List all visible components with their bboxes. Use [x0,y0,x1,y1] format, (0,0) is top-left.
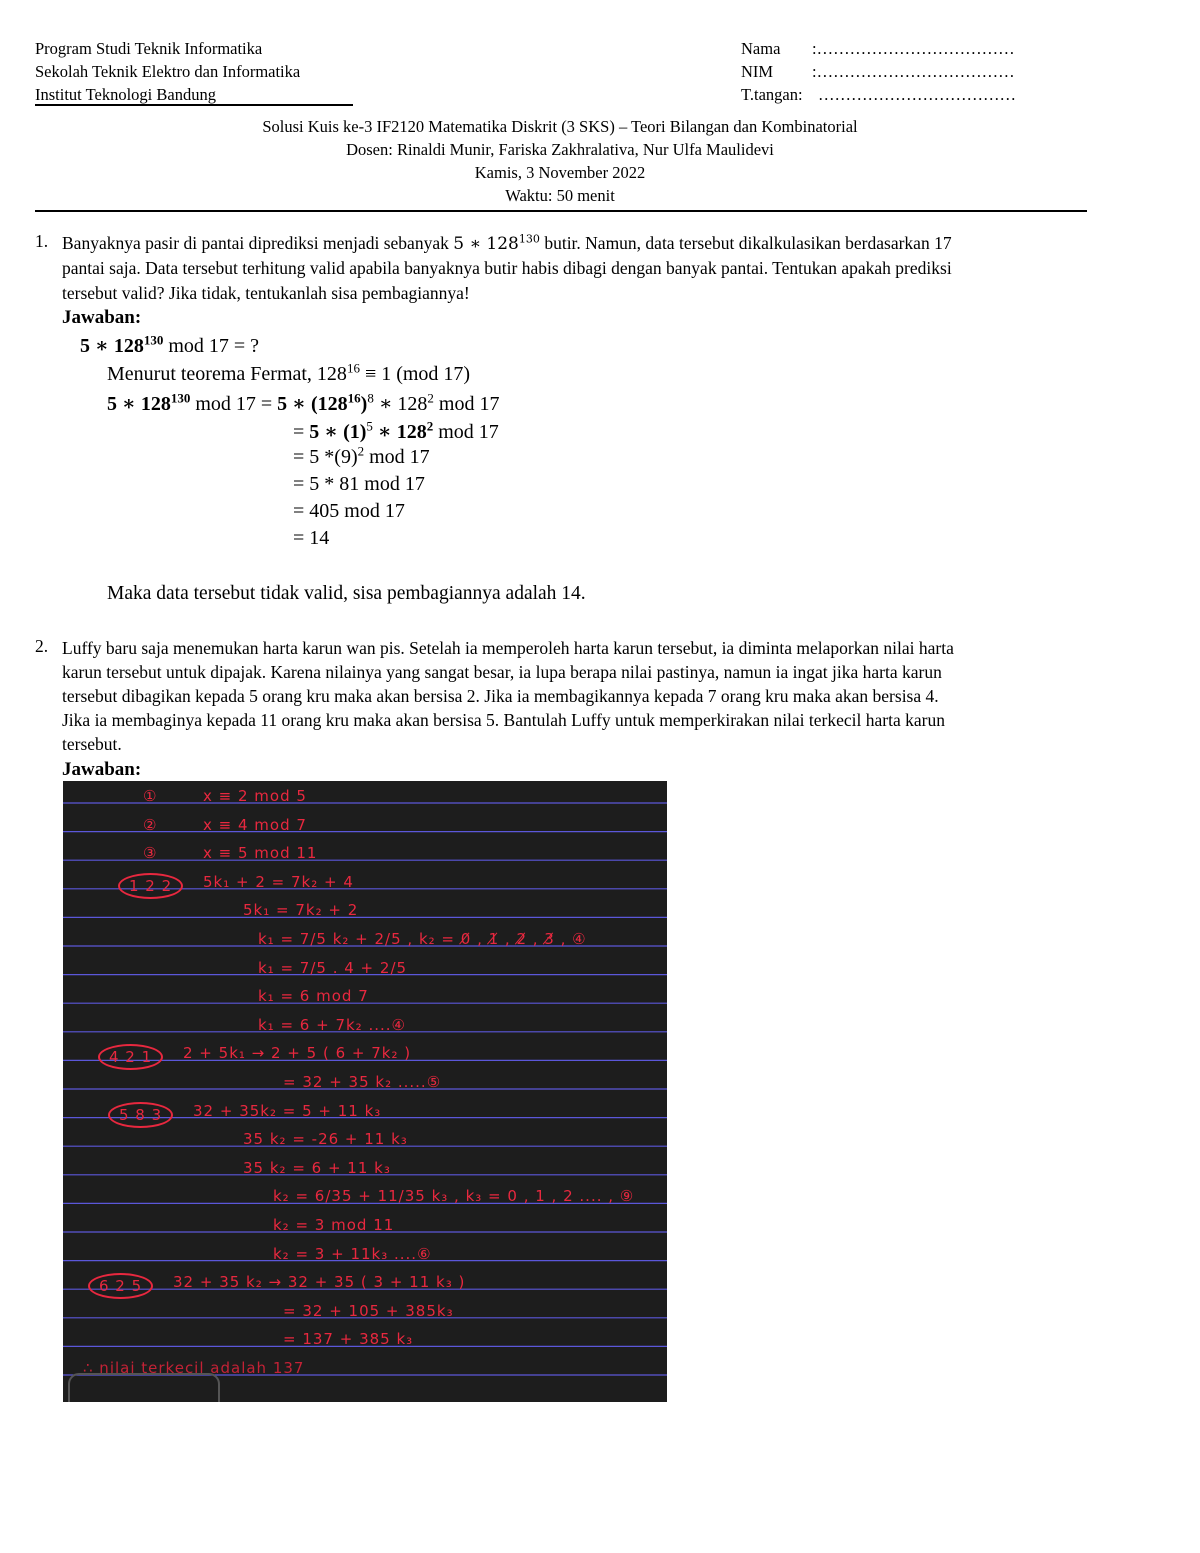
handwritten-tag: ② [143,815,158,834]
handwritten-line: ∴ nilai terkecil adalah 137 [83,1359,305,1377]
header-underline [35,104,353,106]
question-1-line-2: pantai saja. Data tersebut terhitung valid apabila banyaknya butir habis dibagi dengan banyak pantai. Tentukan apakah prediksi [62,258,952,278]
question-1-line-1: Banyaknya pasir di pantai diprediksi menjadi sebanyak 5 ∗ $128^{130}$ butir. Namun, data tersebut dikalkulasikan berdasarkan 17 [62,232,952,254]
question-2-line-5: tersebut. [62,734,122,754]
title-line-1: Solusi Kuis ke-3 IF2120 Matematika Diskrit (3 SKS) – Teori Bilangan dan Kombinatorial [262,117,858,136]
handwritten-tag: ③ [143,844,158,863]
handwritten-solution-image [63,781,667,1402]
nim-field: :……………………………… [812,62,1015,81]
title-line-3: Kamis, 3 November 2022 [474,163,646,182]
handwritten-line: 35 k₂ = -26 + 11 k₃ [243,1130,408,1149]
handwritten-line: 35 k₂ = 6 + 11 k₃ [243,1158,391,1177]
handwritten-tag: 1 2 2 [118,873,183,899]
institution-line-1: Program Studi Teknik Informatika [35,39,263,58]
handwritten-line: x ≡ 2 mod 5 [203,787,307,805]
question-2-line-3: tersebut dibagikan kepada 5 orang kru maka akan bersisa 2. Jika ia membagikannya kepada 7 orang kru maka akan bersisa 4. [62,686,939,706]
toolbar-shape [69,1374,219,1402]
q1-step-6: = 14 [293,527,330,549]
question-1-line-3: tersebut valid? Jika tidak, tentukanlah sisa pembagiannya! [62,283,470,303]
name-field: :……………………………… [812,39,1015,58]
institution-line-2: Sekolah Teknik Elektro dan Informatika [35,62,301,81]
handwritten-tag: 6 2 5 [88,1273,153,1299]
handwritten-tag: 5 8 3 [108,1102,173,1128]
title-line-4: Waktu: 50 menit [505,186,615,205]
handwritten-line: k₁ = 7/5 . 4 + 2/5 [258,958,408,977]
q1-step-5: = 405 mod 17 [293,500,405,522]
q1-step-4: = 5 * 81 mod 17 [293,473,425,495]
question-2-line-2: karun tersebut untuk dipajak. Karena nilainya yang sangat besar, ia lupa berapa nilai pastinya, namun ia ingat jika harta karun [62,662,942,682]
q1-step-1: 5 ∗ $128^{130}$ mod 17 = 5 ∗ $(128^{16})^8$ ∗ $128^2$ mod 17 [107,390,500,415]
answer-label-2: Jawaban: [62,759,142,780]
nim-label: NIM [741,62,774,81]
handwritten-line: = 32 + 105 + 385k₃ [283,1301,454,1320]
handwritten-line: x ≡ 5 mod 11 [203,844,318,863]
question-2-number: 2. [35,636,49,656]
handwritten-line: 32 + 35k₂ = 5 + 11 k₃ [193,1101,382,1120]
handwritten-tag: 4 2 1 [98,1044,163,1070]
handwritten-line: 32 + 35 k₂ → 32 + 35 ( 3 + 11 k₃ ) [173,1273,466,1292]
q1-step-2: = 5 ∗ $(1)^5$ ∗ $128^2$ mod 17 [293,418,499,443]
q1-step-3: = 5 $*(9)^2$ mod 17 [293,443,430,468]
handwritten-line: k₂ = 6/35 + 11/35 k₃ , k₃ = 0 , 1 , 2 .... , ⑨ [273,1187,635,1206]
q1-conclusion: Maka data tersebut tidak valid, sisa pembagiannya adalah 14. [107,583,586,604]
handwritten-line: = 137 + 385 k₃ [283,1330,414,1349]
handwritten-line: 5k₁ + 2 = 7k₂ + 4 [203,872,354,891]
handwritten-line: k₂ = 3 + 11k₃ ....⑥ [273,1244,432,1263]
q1-question-expression: 5 ∗ $128^{130}$ mod 17 = ? [80,332,260,357]
signature-field: ……………………………… [818,85,1016,104]
question-2-line-1: Luffy baru saja menemukan harta karun wan pis. Setelah ia memperoleh harta karun tersebut, ia diminta melaporkan nilai harta [62,638,954,658]
handwritten-line: k₂ = 3 mod 11 [273,1216,395,1234]
institution-line-3: Institut Teknologi Bandung [35,85,216,104]
handwritten-line: 2 + 5k₁ → 2 + 5 ( 6 + 7k₂ ) [183,1044,412,1063]
name-label: Nama [741,39,781,58]
title-divider [35,210,1087,212]
signature-label: T.tangan: [741,85,803,104]
question-2-line-4: Jika ia membaginya kepada 11 orang kru maka akan bersisa 5. Bantulah Luffy untuk memperkirakan nilai terkecil harta karun [62,710,945,730]
handwritten-line: k₁ = 6 mod 7 [258,987,369,1006]
handwritten-line: = 32 + 35 k₂ .....⑤ [283,1073,442,1091]
handwritten-line: 5k₁ = 7k₂ + 2 [243,901,359,920]
answer-label-1: Jawaban: [62,307,142,328]
handwritten-line: k₁ = 7/5 k₂ + 2/5 , k₂ = 0̸ , 1̸ , 2̸ , 3̸ , ④ [258,930,587,948]
handwritten-tag: ① [143,787,158,805]
title-line-2: Dosen: Rinaldi Munir, Fariska Zakhralativa, Nur Ulfa Maulidevi [346,140,774,159]
handwritten-line: k₁ = 6 + 7k₂ ....④ [258,1015,406,1034]
question-1-number: 1. [35,231,49,251]
q1-fermat-line: Menurut teorema Fermat, $128^{16} \equiv 1$ (mod 17) [107,360,471,385]
handwritten-line: x ≡ 4 mod 7 [203,815,307,834]
